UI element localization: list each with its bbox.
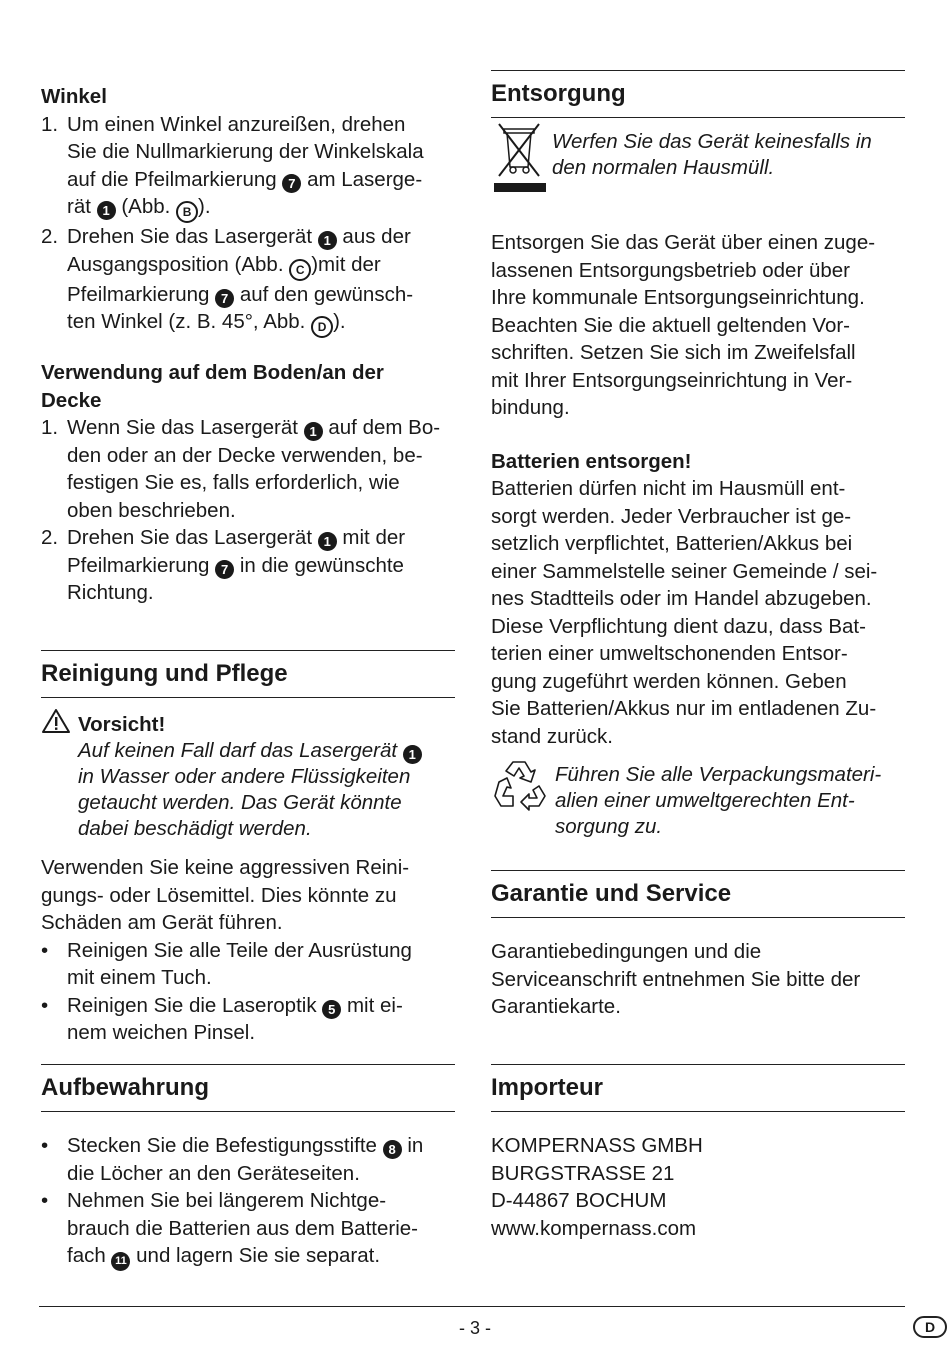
reinigung-bullet-2: • Reinigen Sie die Laseroptik 5 mit ei- nem weichen Pinsel. bbox=[41, 993, 403, 1044]
warning-text: Auf keinen Fall darf das Lasergerät 1 in Wasser oder andere Flüssigkeiten getaucht werden. Das Gerät könnte dabei beschädigt werden. bbox=[78, 738, 422, 842]
page-number: - 3 - bbox=[458, 1318, 491, 1338]
figure-ref-b: B bbox=[176, 201, 198, 223]
reinigung-bullet-1: • Reinigen Sie alle Teile der Ausrüstung mit einem Tuch. bbox=[41, 938, 412, 989]
ref-marker-1: 1 bbox=[97, 201, 116, 220]
recycling-icon bbox=[491, 756, 547, 817]
section-garantie bbox=[491, 870, 905, 1021]
boden-heading-line-1: Verwendung auf dem Boden/an der bbox=[41, 361, 384, 384]
recycling-notice bbox=[491, 756, 905, 836]
section-winkel bbox=[41, 83, 455, 338]
winkel-step-2: 2. Drehen Sie das Lasergerät 1 aus der Ausgangsposition (Abb. C )mit der Pfeilmarkierung 7 auf den gewünsch- ten Winkel (z. B. 45°, Abb. D ). bbox=[41, 223, 455, 338]
winkel-step-1: 1. Um einen Winkel anzureißen, drehen Sie die Nullmarkierung der Winkelskala auf die Pfeilmarkierung 7 am Laserge- rät 1 (Abb. B ). bbox=[41, 111, 455, 224]
ref-marker-5: 5 bbox=[322, 1000, 341, 1019]
weee-notice-text: Werfen Sie das Gerät keinesfalls in den normalen Hausmüll. bbox=[552, 130, 872, 179]
entsorgung-title: Entsorgung bbox=[491, 70, 905, 118]
ref-marker-1: 1 bbox=[318, 231, 337, 250]
ref-marker-1: 1 bbox=[318, 532, 337, 551]
aufbewahrung-bullet-2: • Nehmen Sie bei längerem Nichtge- brauch die Batterien aus dem Batterie- fach 11 und lagern Sie sie separat. bbox=[41, 1187, 455, 1271]
warning-triangle-icon bbox=[41, 708, 71, 739]
figure-ref-c: C bbox=[289, 259, 311, 281]
ref-marker-7: 7 bbox=[215, 289, 234, 308]
section-reinigung bbox=[41, 650, 455, 1047]
boden-step-1: 1. Wenn Sie das Lasergerät 1 auf dem Bo- den oder an der Decke verwenden, be- festigen Sie es, falls erforderlich, wie oben beschrieben. bbox=[41, 416, 441, 522]
section-importeur bbox=[491, 1064, 905, 1242]
ref-marker-7: 7 bbox=[215, 560, 234, 579]
crossed-out-bin-icon bbox=[491, 121, 547, 198]
ref-marker-11: 11 bbox=[111, 1252, 130, 1271]
aufbewahrung-title: Aufbewahrung bbox=[41, 1064, 455, 1112]
garantie-body: Garantiebedingungen und die Serviceanschrift entnehmen Sie bitte der Garantiekarte. bbox=[491, 940, 861, 1018]
importeur-title: Importeur bbox=[491, 1064, 905, 1112]
language-badge: D bbox=[913, 1316, 947, 1338]
figure-ref-d: D bbox=[311, 316, 333, 338]
reinigung-title: Reinigung und Pflege bbox=[41, 650, 455, 698]
batterien-body: Batterien dürfen nicht im Hausmüll ent- sorgt werden. Jeder Verbraucher ist ge- setzlich verpflichtet, Batterien/Akkus bei einer Sammelstelle seiner Gemeinde / sei- nes Stadtteils oder im Handel abzugeben. Diese Verpflichtung dient dazu, dass Bat- terien einer umweltschonenden Entsor- gung zugeführt werden können. Geben Sie Batterien/Akkus nur im entladenen Zu- stand zurück. bbox=[491, 477, 878, 748]
warning-notice bbox=[41, 708, 455, 840]
recycling-notice-text: Führen Sie alle Verpackungsmateri- alien einer umweltgerechten Ent- sorgung zu. bbox=[555, 763, 882, 838]
section-boden bbox=[41, 359, 455, 607]
section-entsorgung bbox=[491, 70, 905, 836]
ref-marker-7: 7 bbox=[282, 174, 301, 193]
boden-step-2: 2. Drehen Sie das Lasergerät 1 mit der Pfeilmarkierung 7 in die gewünschte Richtung. bbox=[41, 526, 406, 604]
ref-marker-1: 1 bbox=[304, 422, 323, 441]
garantie-title: Garantie und Service bbox=[491, 870, 905, 918]
batterien-heading: Batterien entsorgen! bbox=[491, 449, 692, 473]
winkel-heading: Winkel bbox=[41, 85, 107, 108]
importeur-company: KOMPERNASS GMBH bbox=[491, 1134, 703, 1157]
section-aufbewahrung bbox=[41, 1064, 455, 1271]
importeur-street: BURGSTRASSE 21 bbox=[491, 1161, 675, 1185]
footer-rule bbox=[39, 1306, 905, 1307]
importeur-city: D-44867 BOCHUM bbox=[491, 1189, 667, 1212]
entsorgung-body: Entsorgen Sie das Gerät über einen zuge- lassenen Entsorgungsbetrieb oder über Ihre kommunale Entsorgungseinrichtung. Beachten Sie die aktuell geltenden Vor- schriften. Setzen Sie sich im Zweifelsfall mit Ihrer Entsorgungseinrichtung in Ver- bindung. bbox=[491, 231, 876, 419]
weee-notice bbox=[491, 121, 905, 199]
ref-marker-1: 1 bbox=[403, 745, 422, 764]
importeur-address bbox=[491, 1132, 905, 1242]
reinigung-body: Verwenden Sie keine aggressiven Reini- gungs- oder Lösemittel. Dies könnte zu Schäden am Gerät führen. bbox=[41, 856, 410, 934]
aufbewahrung-bullet-1: • Stecken Sie die Befestigungsstifte 8 in die Löcher an den Geräteseiten. bbox=[41, 1134, 424, 1185]
boden-heading-line-2: Decke bbox=[41, 388, 102, 412]
ref-marker-8: 8 bbox=[383, 1140, 402, 1159]
warning-title: Vorsicht! bbox=[78, 713, 166, 736]
importeur-website[interactable]: www.kompernass.com bbox=[491, 1216, 697, 1240]
